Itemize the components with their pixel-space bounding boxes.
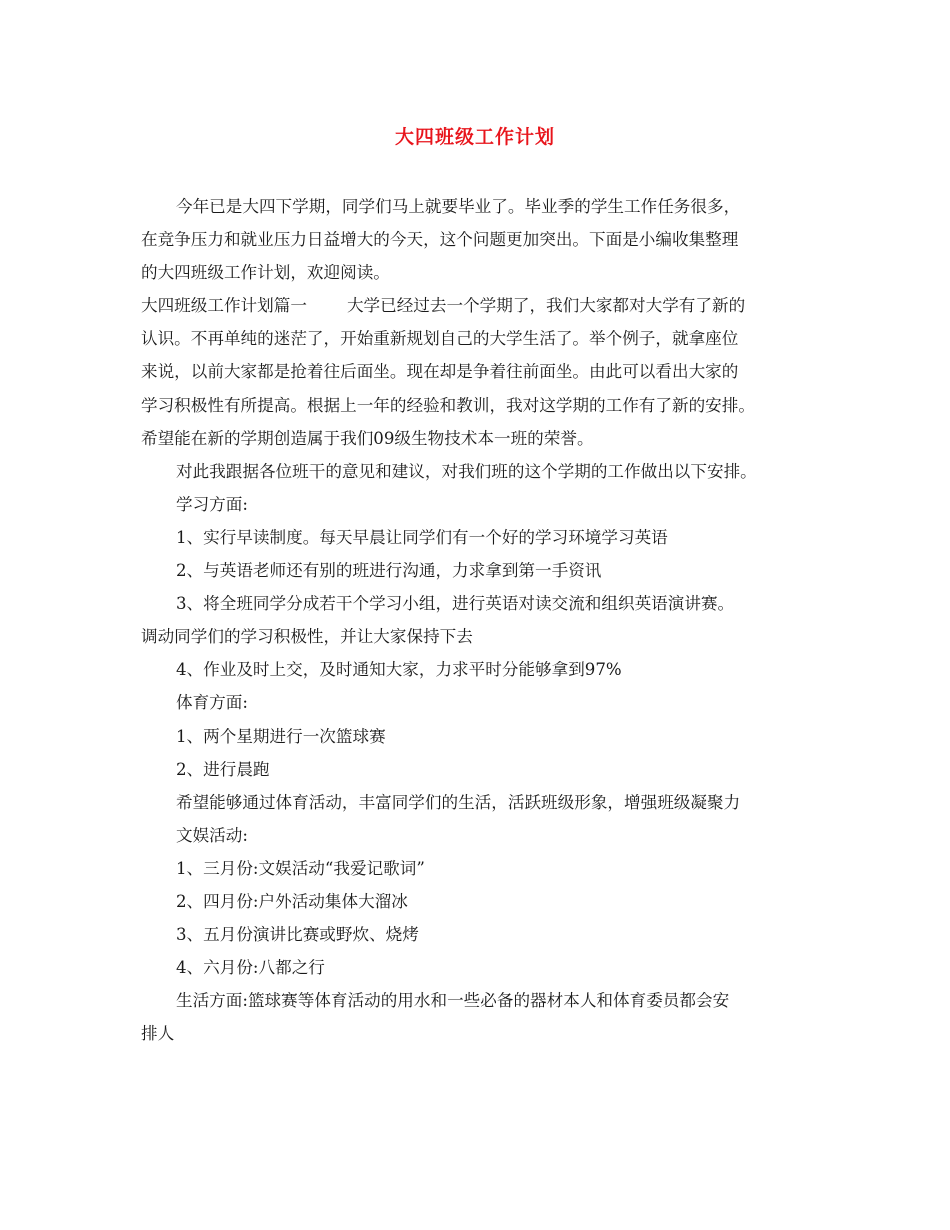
intro-line: 的大四班级工作计划，欢迎阅读。	[141, 263, 390, 283]
study-item-continuation: 调动同学们的学习积极性，并让大家保持下去	[141, 627, 473, 647]
section-line: 来说，以前大家都是抢着往后面坐。现在却是争着往前面坐。由此可以看出大家的	[141, 362, 739, 382]
intro-line: 今年已是大四下学期，同学们马上就要毕业了。毕业季的学生工作任务很多，	[176, 197, 741, 216]
study-item: 3、将全班同学分成若干个学习小组，进行英语对读交流和组织英语演讲赛。	[176, 594, 735, 614]
study-heading: 学习方面:	[176, 494, 248, 514]
arrangement-line: 对此我跟据各位班干的意见和建议，对我们班的这个学期的工作做出以下安排。	[176, 461, 757, 481]
study-item: 2、与英语老师还有别的班进行沟通，力求拿到第一手资讯	[176, 561, 602, 581]
sports-heading: 体育方面:	[176, 693, 248, 713]
life-line: 生活方面:篮球赛等体育活动的用水和一些必备的器材本人和体育委员都会安	[176, 991, 730, 1011]
section-line: 希望能在新的学期创造属于我们09级生物技术本一班的荣誉。	[141, 428, 594, 448]
entertainment-item: 4、六月份:八都之行	[176, 958, 325, 978]
study-item: 4、作业及时上交，及时通知大家，力求平时分能够拿到97%	[176, 660, 622, 680]
document-body	[141, 190, 831, 1050]
entertainment-item: 3、五月份演讲比赛或野炊、烧烤	[176, 925, 419, 945]
section-heading: 大四班级工作计划篇一	[141, 296, 307, 316]
sports-item: 2、进行晨跑	[176, 759, 270, 779]
entertainment-heading: 文娱活动:	[176, 825, 248, 845]
section-line: 认识。不再单纯的迷茫了，开始重新规划自己的大学生活了。举个例子，就拿座位	[141, 329, 739, 349]
section-line: 学习积极性有所提高。根据上一年的经验和教训，我对这学期的工作有了新的安排。	[141, 395, 755, 415]
section-first-line: 大学已经过去一个学期了，我们大家都对大学有了新的	[346, 296, 746, 316]
sports-hope: 希望能够通过体育活动，丰富同学们的生活，活跃班级形象，增强班级凝聚力	[176, 792, 741, 812]
intro-line: 在竞争压力和就业压力日益增大的今天，这个问题更加突出。下面是小编收集整理	[141, 230, 739, 250]
sports-item: 1、两个星期进行一次篮球赛	[176, 726, 386, 746]
entertainment-item: 2、四月份:户外活动集体大溜冰	[176, 891, 408, 911]
entertainment-item: 1、三月份:文娱活动“我爱记歌词”	[176, 858, 425, 878]
document-title: 大四班级工作计划	[394, 126, 555, 148]
section-heading-line	[141, 289, 831, 322]
life-line: 排人	[141, 1024, 175, 1044]
study-item: 1、实行早读制度。每天早晨让同学们有一个好的学习环境学习英语	[176, 527, 668, 547]
